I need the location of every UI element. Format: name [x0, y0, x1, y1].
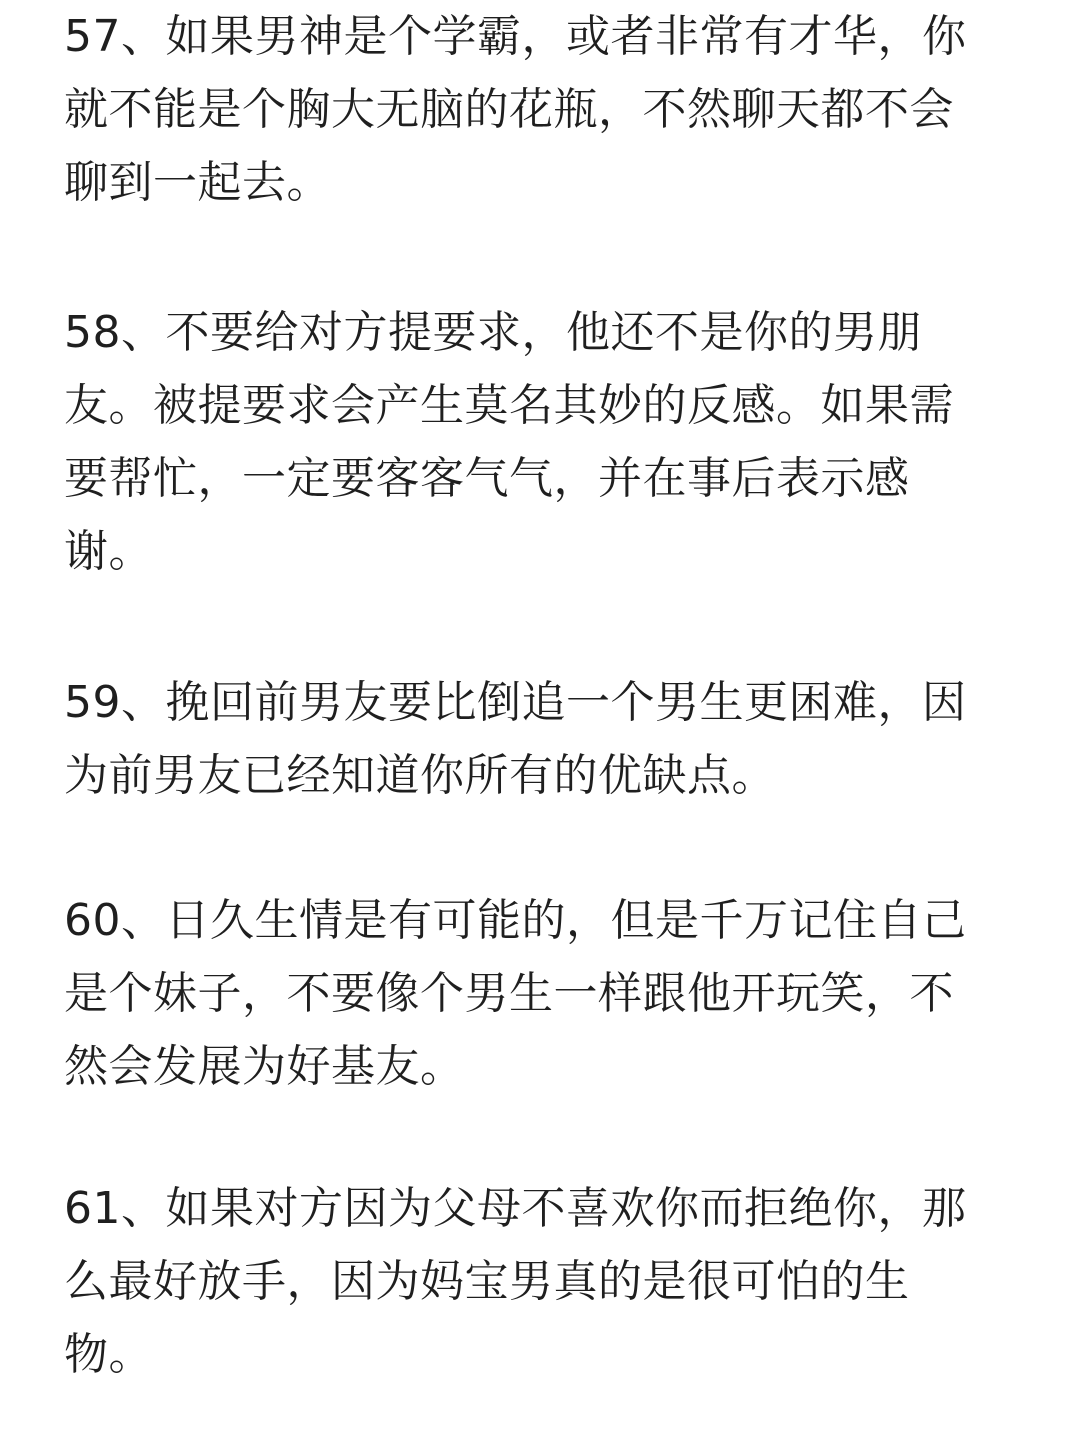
tip-60-paragraph: [64, 884, 984, 1103]
text-line: 友。被提要求会产生莫名其妙的反感。如果需: [64, 380, 954, 431]
text-line: 61、如果对方因为父母不喜欢你而拒绝你，那: [64, 1183, 967, 1234]
text-line: 么最好放手，因为妈宝男真的是很可怕的生: [64, 1256, 910, 1307]
text-line: 要帮忙，一定要客客气气，并在事后表示感: [64, 453, 910, 504]
text-line: 就不能是个胸大无脑的花瓶，不然聊天都不会: [64, 84, 954, 135]
text-line: 是个妹子，不要像个男生一样跟他开玩笑，不: [64, 968, 954, 1019]
tip-59-paragraph: [64, 666, 984, 812]
tip-61-paragraph: [64, 1172, 984, 1391]
tip-58-paragraph: [64, 296, 984, 588]
text-line: 然会发展为好基友。: [64, 1041, 465, 1092]
text-line: 60、日久生情是有可能的，但是千万记住自己: [64, 895, 967, 946]
tip-57-paragraph: [64, 0, 984, 219]
text-line: 聊到一起去。: [64, 157, 331, 208]
text-line: 物。: [64, 1329, 153, 1380]
text-line: 谢。: [64, 526, 153, 577]
text-line: 59、挽回前男友要比倒追一个男生更困难，因: [64, 677, 967, 728]
text-line: 58、不要给对方提要求，他还不是你的男朋: [64, 307, 922, 358]
text-line: 57、如果男神是个学霸，或者非常有才华，你: [64, 11, 967, 62]
text-line: 为前男友已经知道你所有的优缺点。: [64, 750, 776, 801]
